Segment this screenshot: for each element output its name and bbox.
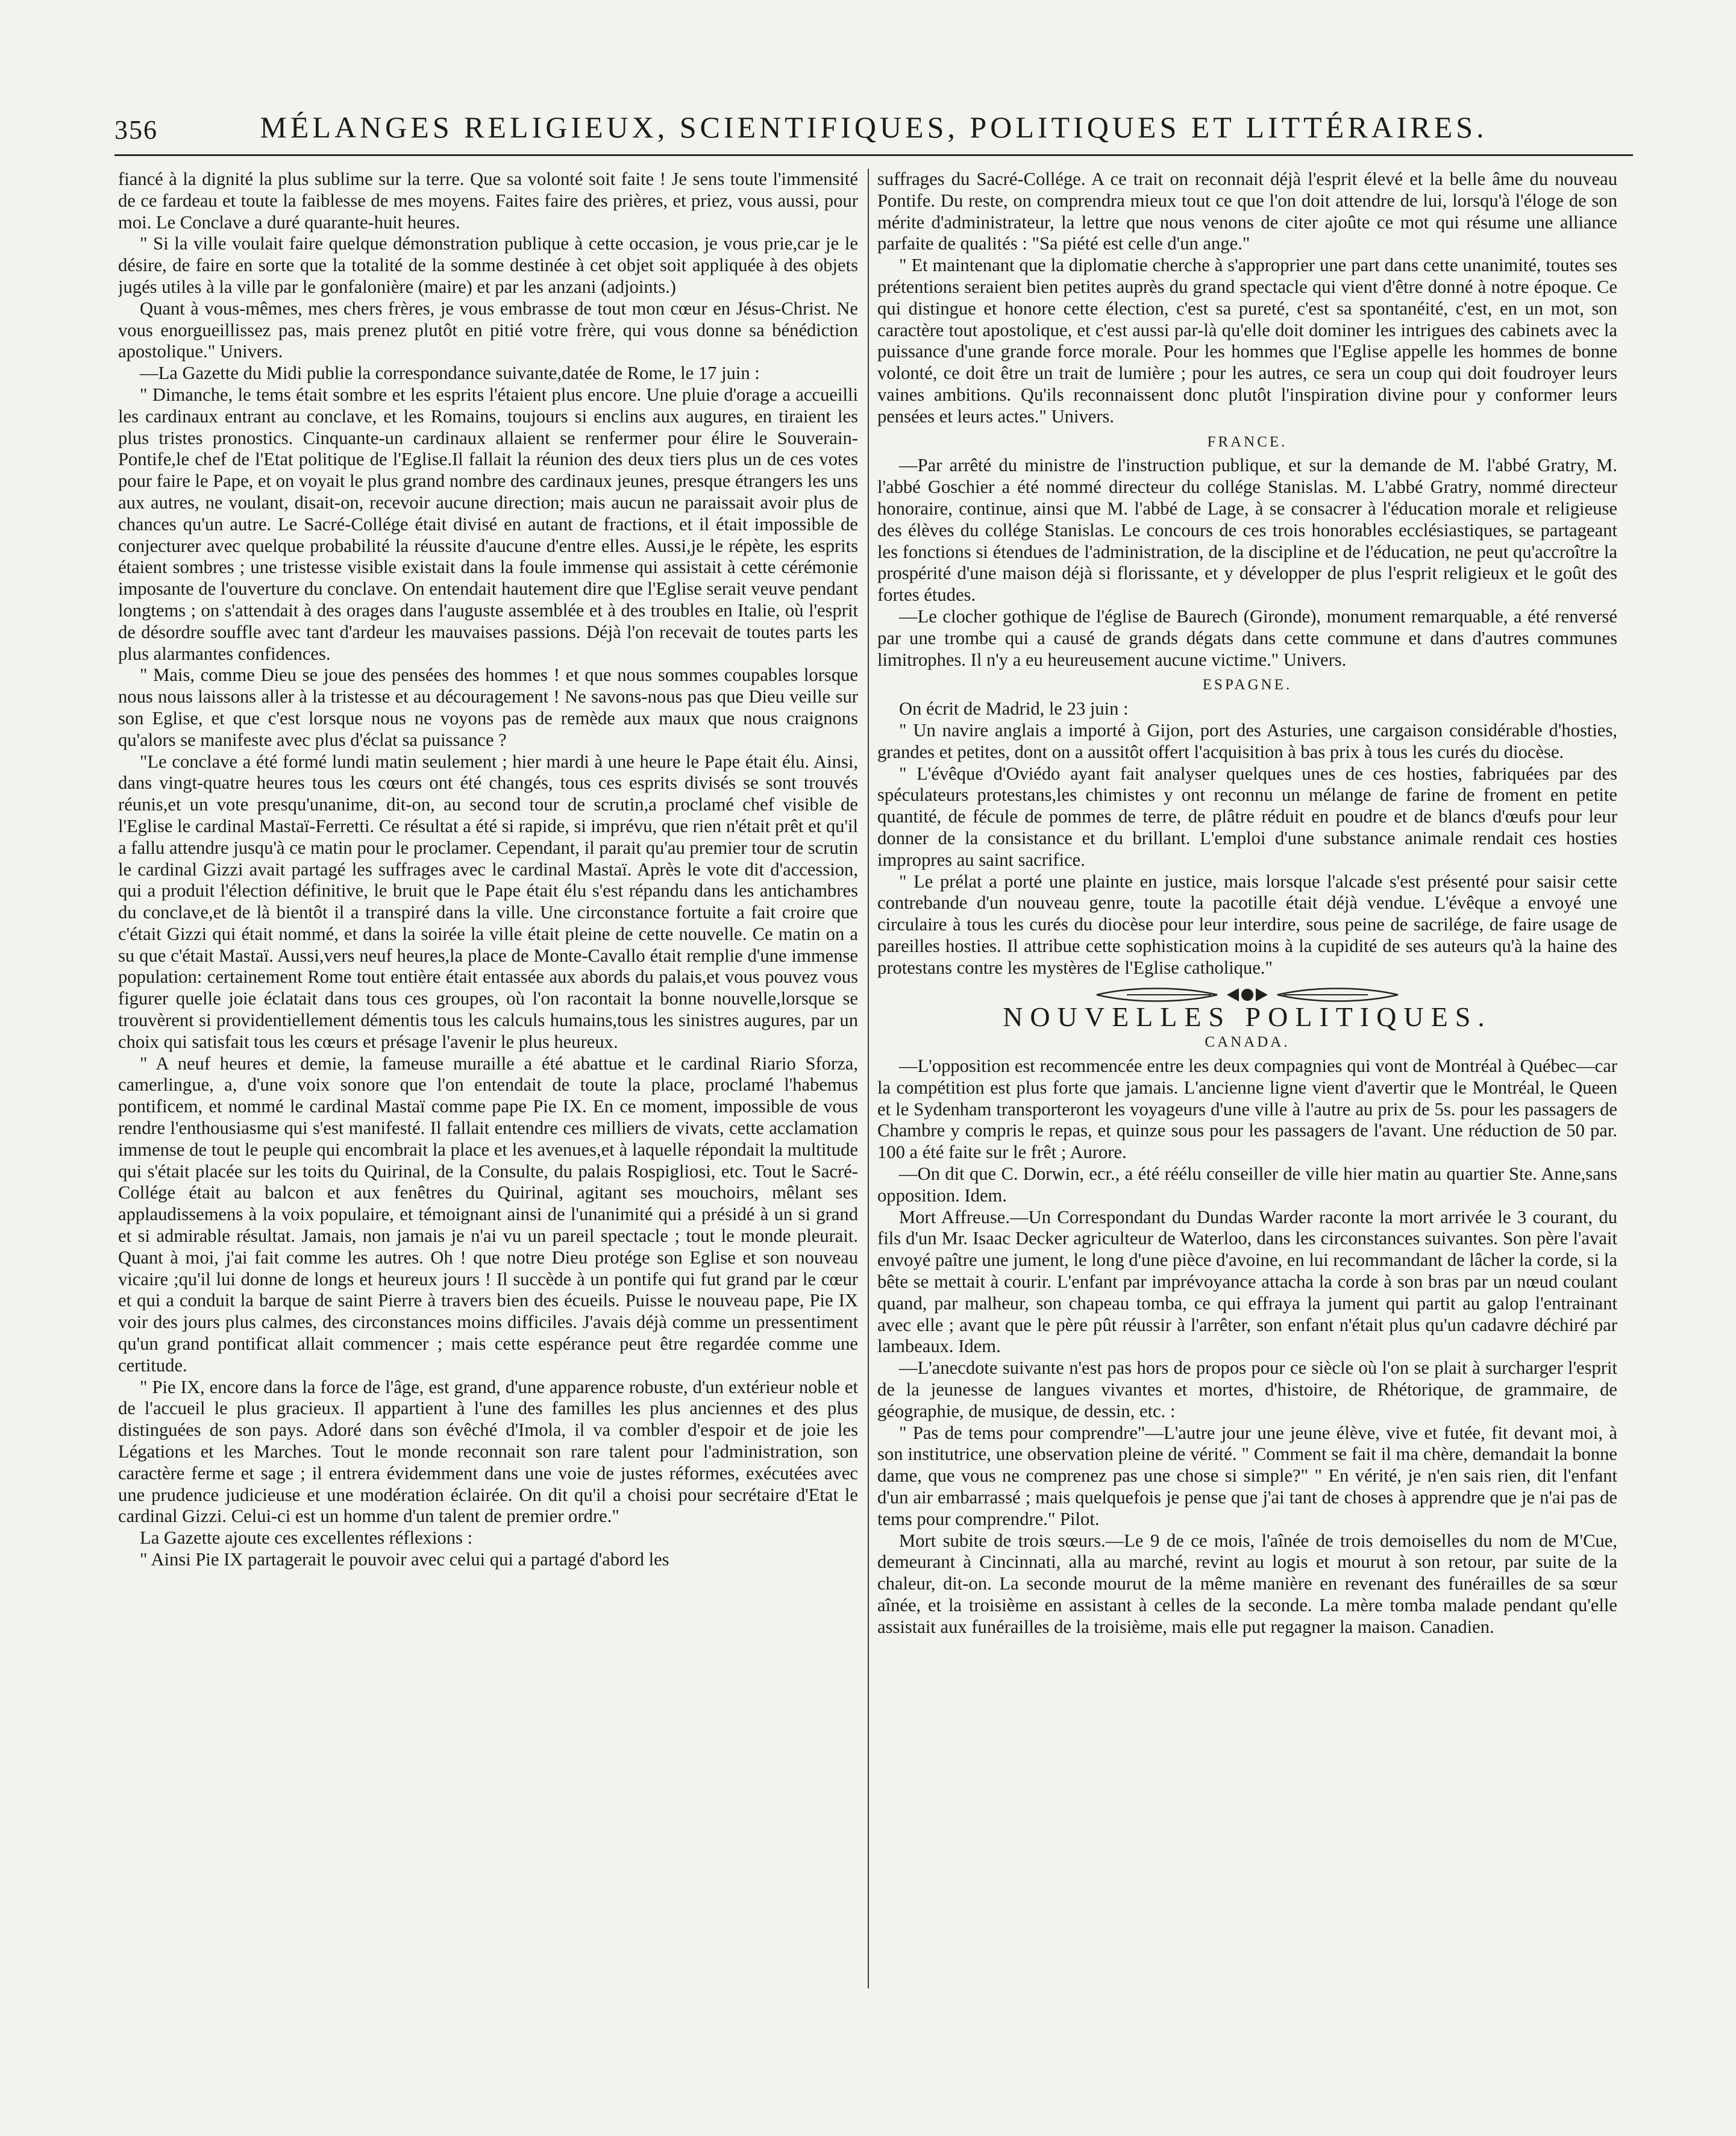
paragraph: " Dimanche, le tems était sombre et les esprits l'étaient plus encore. Une pluie d'orage a accueilli les cardinaux entrant au conclave, et les Romains, toujours si enclins aux augures, en tiraient les plus tristes pronostics. Cinquante-un cardinaux allaient se renfermer pour élire le Souverain-Pontife,le chef de l'Etat politique de l'Eglise.Il fallait la réunion des deux tiers plus un de ces votes pour faire le Pape, et on voyait le plus grand nombre des cardinaux jeunes, presque étrangers les uns aux autres, ne voulant, disait-on, recevoir aucune direction; mais aucun ne paraissait avoir plus de chances qu'un autre. Le Sacré-Collége était divisé en autant de fractions, et il était impossible de conjecturer avec quelque probabilité la réussite d'aucune d'entre elles. Aussi,je le répète, les esprits étaient sombres ; une tristesse visible existait dans la foule immense qui assistait à cette cérémonie imposante de l'ouverture du conclave. On entendait hautement dire que l'Eglise serait veuve pendant longtems ; on s'attendait à des orages dans l'auguste assemblée et à des troubles en Italie, où l'esprit de désordre souffle avec tant d'ardeur les mauvaises passions. Déjà l'on recevait de toutes parts les plus alarmantes confidences. xyxy=(118,384,858,664)
paragraph: —L'anecdote suivante n'est pas hors de propos pour ce siècle où l'on se plait à surcharger l'esprit de la jeunesse de langues vivantes et mortes, d'histoire, de Rhétorique, de grammaire, de géographie, de musique, de dessin, etc. : xyxy=(877,1358,1617,1421)
paragraph: —Le clocher gothique de l'église de Baurech (Gironde), monument remarquable, a été renversé par une trombe qui a causé de grands dégats dans cette commune et dans d'autres communes limitrophes. Il n'y a eu heureusement aucune victime." Univers. xyxy=(877,606,1617,670)
paragraph: On écrit de Madrid, le 23 juin : xyxy=(899,698,1129,719)
paragraph: —L'opposition est recommencée entre les deux compagnies qui vont de Montréal à Québec—car la compétition est plus forte que jamais. L'ancienne ligne vient d'avertir que le Montréal, le Queen et le Sydenham transporteront les voyageurs d'une ville à l'autre au prix de 5s. pour les passagers de Chambre y compris le repas, et quinze sous pour les passagers de l'avant. Une réduction de 50 par. 100 a été faite sur le frêt ; Aurore. xyxy=(877,1056,1617,1163)
paragraph: " Le prélat a porté une plainte en justice, mais lorsque l'alcade s'est présenté pour saisir cette contrebande d'un nouveau genre, toute la pacotille était déjà vendue. L'évêque a envoyé une circulaire à tous les curés du diocèse pour leur interdire, sous peine de sacrilége, de faire usage de pareilles hosties. Il attribue cette sophistication moins à la cupidité de ses auteurs qu'à la haine des protestans contre les mystères de l'Eglise catholique." xyxy=(877,871,1617,978)
paragraph: " Pas de tems pour comprendre"—L'autre jour une jeune élève, vive et futée, fit devant moi, à son institutrice, une observation pleine de vérité. " Comment se fait il ma chère, demandait la bonne dame, que vous ne comprenez pas une chose si simple?" " En vérité, je n'en sais rien, dit l'enfant d'un air embarrassé ; mais quelquefois je pense que j'ai tant de choses à apprendre que je n'ai pas de tems pour comprendre." Pilot. xyxy=(877,1422,1617,1529)
paragraph: —Par arrêté du ministre de l'instruction publique, et sur la demande de M. l'abbé Gratry, M. l'abbé Goschier a été nommé directeur du collége Stanislas. M. L'abbé Gratry, nommé directeur honoraire, continue, ainsi que M. l'abbé de Lage, à se consacrer à l'éducation morale et religieuse des élèves du collége Stanislas. Le concours de ces trois honorables ecclésiastiques, se partageant les fonctions si étendues de l'administration, de la discipline et de l'éducation, ne peut qu'accroître la prospérité d'une maison déjà si florissante, et y développer de plus l'esprit religieux et le goût des fortes études. xyxy=(877,455,1617,606)
paragraph: " Ainsi Pie IX partagerait le pouvoir avec celui qui a partagé d'abord les xyxy=(140,1549,669,1570)
paragraph: Quant à vous-mêmes, mes chers frères, je vous embrasse de tout mon cœur en Jésus-Christ. Ne vous enorgueillissez pas, mais prenez plutôt en pitié votre frère, qui vous donne sa bénédiction apostolique." Univers. xyxy=(118,298,858,362)
page-header xyxy=(114,106,1633,156)
paragraph: " Pie IX, encore dans la force de l'âge, est grand, d'une apparence robuste, d'un extérieur noble et de l'accueil le plus gracieux. Il appartient à l'une des familles les plus anciennes et des plus distinguées de son pays. Adoré dans son évêché d'Imola, il va combler d'espoir et de joie les Légations et les Marches. Tout le monde reconnait son rare talent pour l'administration, son caractère ferme et sage ; il entrera évidemment dans une voie de justes réformes, exécutées avec une prudence judicieuse et une modération éclairée. On dit qu'il a choisi pour secrétaire d'Etat le cardinal Gizzi. Celui-ci est un homme d'un talent de premier ordre." xyxy=(118,1376,858,1527)
page-number: 356 xyxy=(114,115,158,145)
section-heading-espagne: ESPAGNE. xyxy=(1202,677,1293,694)
paragraph: " A neuf heures et demie, la fameuse muraille a été abattue et le cardinal Riario Sforza, camerlingue, a, d'une voix sonore que l'on entendait de toute la place, proclamé l'habemus pontificem, et nommé le cardinal Mastaï comme pape Pie IX. En ce moment, impossible de vous rendre l'enthousiasme qui s'est manifesté. Il fallait entendre ces milliers de vivats, cette acclamation immense de tout le peuple qui encombrait la place et les avenues,et à laquelle répondait la multitude qui s'était placée sur les toits du Quirinal, de la Consulte, du palais Rospigliosi, etc. Tout le Sacré-Collége était au balcon et aux fenêtres du Quirinal, agitant ses mouchoirs, mêlant ses applaudissemens à la voix populaire, et témoignant ainsi de l'unanimité qui a présidé à un si grand et si admirable résultat. Jamais, non jamais je n'ai vu un pareil spectacle ; tout le monde pleurait. Quant à moi, j'ai fait comme les autres. Oh ! que notre Dieu protége son Eglise et son nouveau vicaire ;qu'il lui donne de longs et heureux jours ! Il succède à un pontife qui fut grand par le cœur et qui a conduit la barque de saint Pierre à travers bien des écueils. Puisse le nouveau pape, Pie IX voir des jours plus calmes, des circonstances moins difficiles. J'avais déjà comme un pressentiment qu'un grand pontificat allait commencer ; mais cette espérance peut être regardée comme une certitude. xyxy=(118,1053,858,1376)
section-heading-france: FRANCE. xyxy=(1207,433,1288,450)
section-heading-canada: CANADA. xyxy=(1205,1034,1290,1051)
left-column xyxy=(118,169,858,2037)
right-column xyxy=(877,169,1617,2037)
paragraph: " Mais, comme Dieu se joue des pensées des hommes ! et que nous sommes coupables lorsque nous nous laissons aller à la tristesse et au découragement ! Ne savons-nous pas que Dieu veille sur son Eglise, et que c'est lorsque nous ne voyons pas de remède aux maux que nous craignons qu'alors se manifeste avec plus d'éclat sa puissance ? xyxy=(118,665,858,750)
paragraph: " Si la ville voulait faire quelque démonstration publique à cette occasion, je vous prie,car je le désire, de faire en sorte que la totalité de la somme destinée à cet objet soit appliquée à des objets jugés utiles à la ville par le gonfalonière (maire) et par les anzani (adjoints.) xyxy=(118,233,858,297)
paragraph: Mort subite de trois sœurs.—Le 9 de ce mois, l'aînée de trois demoiselles du nom de M'Cue, demeurant à Cincinnati, alla au marché, revint au logis et mourut à son retour, par suite de la chaleur, dit-on. La seconde mourut de la même manière en revenant des funérailles de sa sœur aînée, et la troisième en assistant à celles de la seconde. La mère tomba malade pendant qu'elle assistait aux funérailles de la troisième, mais elle put regagner la maison. Canadien. xyxy=(877,1530,1617,1637)
paragraph: La Gazette ajoute ces excellentes réflexions : xyxy=(140,1527,473,1549)
paragraph: —La Gazette du Midi publie la correspondance suivante,datée de Rome, le 17 juin : xyxy=(140,363,760,384)
paragraph: —On dit que C. Dorwin, ecr., a été réélu conseiller de ville hier matin au quartier Ste. Anne,sans opposition. Idem. xyxy=(877,1164,1617,1206)
column-divider xyxy=(868,169,869,1988)
running-title: MÉLANGES RELIGIEUX, SCIENTIFIQUES, POLITIQUES ET LITTÉRAIRES. xyxy=(260,110,1488,144)
paragraph: "Le conclave a été formé lundi matin seulement ; hier mardi à une heure le Pape était élu. Ainsi, dans vingt-quatre heures tous les cœurs ont été changés, tous ces esprits divisés se sont trouvés réunis,et un vote presqu'unanime, dit-on, au second tour de scrutin,a proclamé chef visible de l'Eglise le cardinal Mastaï-Ferretti. Ce résultat a été si rapide, si imprévu, que rien n'était prêt et qu'il a fallu attendre jusqu'à ce matin pour le proclamer. Cependant, il parait qu'au premier tour de scrutin le cardinal Gizzi avait partagé les suffrages avec le cardinal Mastaï. Après le vote dit d'accession, qui a produit l'élection définitive, le bruit que le Pape était élu s'est répandu dans les antichambres du conclave,et de là bientôt il a transpiré dans la ville. Une circonstance fortuite a fait croire que c'était Gizzi qui était nommé, et dans la soirée la ville était pleine de cette nouvelle. Ce matin on a su que c'était Mastaï. Aussi,vers neuf heures,la place de Monte-Cavallo était remplie d'une immense population: certainement Rome tout entière était entassée aux abords du palais,et vous pouvez vous figurer quelle joie éclatait dans tous ces groupes, où l'on racontait la bonne nouvelle,lorsque se trouvèrent si providentiellement démentis tous les calculs humains,tous les sinistres augures, par un choix qui satisfait tous les cœurs et présage l'avenir le plus heureux. xyxy=(118,751,858,1052)
paragraph: " L'évêque d'Oviédo ayant fait analyser quelques unes de ces hosties, fabriquées par des spéculateurs protestans,les chimistes y ont reconnu un mélange de farine de froment en petite quantité, de fécule de pommes de terre, de plâtre réduit en poudre et de blancs d'œufs pour leur donner de la consistance et du brillant. L'emploi d'une substance animale rendait ces hosties impropres au saint sacrifice. xyxy=(877,763,1617,870)
paragraph: suffrages du Sacré-Collége. A ce trait on reconnait déjà l'esprit élevé et la belle âme du nouveau Pontife. Du reste, on comprendra mieux tout ce que l'on doit attendre de lui, lorsqu'à l'éloge de son mérite d'administrateur, la lettre que nous venons de citer ajoûte ce mot qui résume une alliance parfaite de qualités : "Sa piété est celle d'un ange." xyxy=(877,169,1617,254)
paragraph: Mort Affreuse.—Un Correspondant du Dundas Warder raconte la mort arrivée le 3 courant, du fils d'un Mr. Isaac Decker agriculteur de Waterloo, dans les circonstances suivantes. Son père l'avait envoyé paître une jument, le long d'une pièce d'avoine, en lui recommandant de lâcher la corde, si la bête se mettait à courir. L'enfant par imprévoyance attacha la corde à son bras par un nœud coulant quand, par malheur, son chapeau tomba, ce qui effraya la jument qui partit au galop l'entrainant avec elle ; avant que le père pût réussir à l'arrêter, son enfant n'était plus qu'un cadavre déchiré par lambeaux. Idem. xyxy=(877,1206,1617,1357)
section-title-nouvelles: NOUVELLES POLITIQUES. xyxy=(1003,1001,1492,1033)
paragraph: " Et maintenant que la diplomatie cherche à s'approprier une part dans cette unanimité, toutes ses prétentions seraient bien petites auprès du grand spectacle qui vient d'être donné à notre époque. Ce qui distingue et honore cette élection, c'est sa pureté, c'est sa spontanéité, c'est, en un mot, son caractère tout apostolique, et c'est aussi par-là qu'elle doit dominer les intrigues des cabinets avec la puissance d'une grande force morale. Pour les hommes que l'Eglise appelle les hommes de bonne volonté, ce doit être un trait de lumière ; pour les autres, ce sera un coup qui doit foudroyer leurs vaines ambitions. Qu'ils reconnaissent donc plutôt l'inspiration divine pour y conformer leurs pensées et leurs actes." Univers. xyxy=(877,255,1617,427)
paragraph: fiancé à la dignité la plus sublime sur la terre. Que sa volonté soit faite ! Je sens toute l'immensité de ce fardeau et toute la faiblesse de mes moyens. Faites faire des prières, et priez, vous aussi, pour moi. Le Conclave a duré quarante-huit heures. xyxy=(118,169,858,233)
paragraph: " Un navire anglais a importé à Gijon, port des Asturies, une cargaison considérable d'hosties, grandes et petites, dont on a aussitôt offert l'acquisition à bas prix à tous les curés du diocèse. xyxy=(877,719,1617,762)
